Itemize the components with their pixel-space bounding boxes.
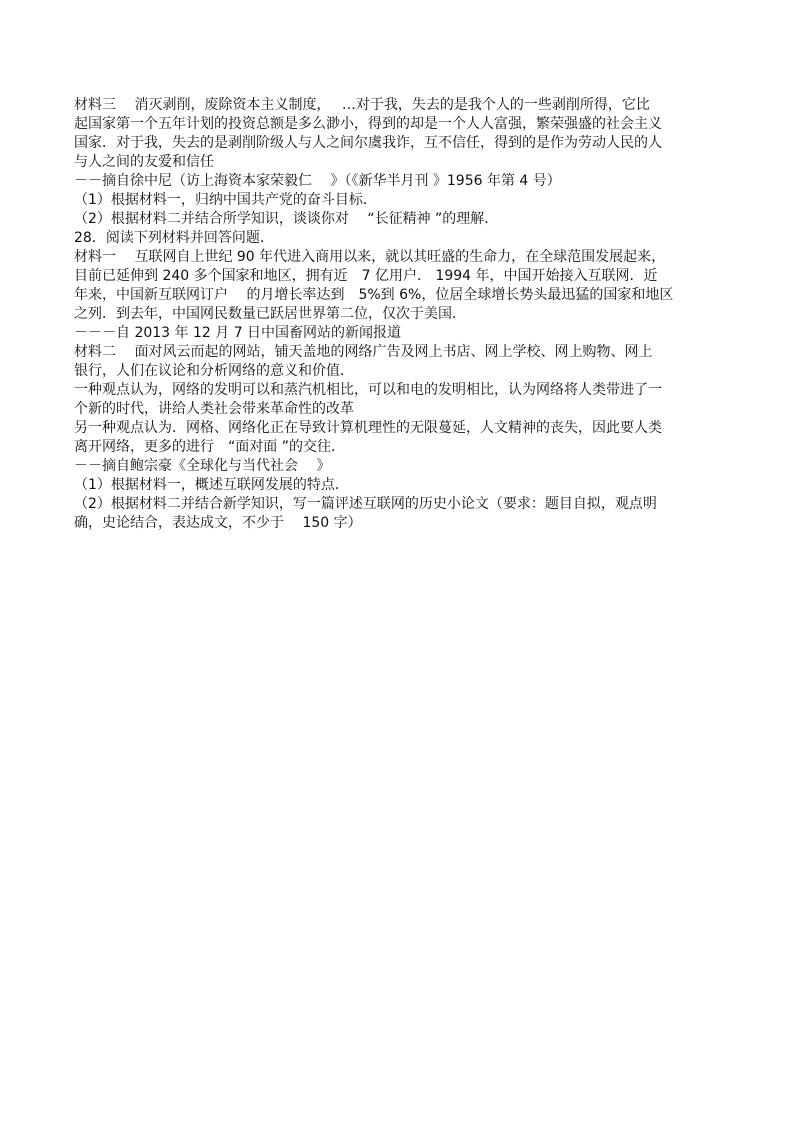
source-citation-1: －－摘自徐中尼（访上海资本家荣毅仁 》（《新华半月刊 》1956 年第 4 号） <box>74 173 561 189</box>
question-3: （1）根据材料一，概述互联网发展的特点． <box>74 477 349 493</box>
question-4-continued: 确，史论结合，表达成文，不少于 150 字） <box>74 515 362 531</box>
text-line-2: 起国家第一个五年计划的投资总额是多么渺小，得到的却是一个人人富强，繁荣强盛的社会主义 <box>74 116 662 132</box>
text-line-15: 银行，人们在议论和分析网络的意义和价值． <box>74 363 354 379</box>
source-citation-3: －－摘自鲍宗豪《全球化与当代社会 》 <box>74 458 331 474</box>
text-line-17: 个新的时代，讲给人类社会带来革命性的改革 <box>74 401 354 417</box>
text-line-4: 与人之间的友爱和信任 <box>74 154 214 170</box>
question-4: （2）根据材料二并结合新学知识，写一篇评述互联网的历史小论文（要求：题目自拟，观点明 <box>74 496 657 512</box>
text-line-14: 材料二 面对风云而起的网站，铺天盖地的网络广告及网上书店、网上学校、网上购物、网上 <box>74 344 653 360</box>
text-line-10: 目前已延伸到 240 多个国家和地区，拥有近 7 亿用户． 1994 年，中国开始接入互联网．近 <box>74 268 658 284</box>
question-1: （1）根据材料一，归纳中国共产党的奋斗目标． <box>74 192 377 208</box>
text-line-11: 年来，中国新互联网订户 的月增长率达到 5%到 6%，位居全球增长势头最迅猛的国家和地区 <box>74 287 674 303</box>
question-heading-28: 28．阅读下列材料并回答问题． <box>74 230 274 246</box>
document-body <box>74 96 724 533</box>
text-line-16: 一种观点认为，网络的发明可以和蒸汽机相比，可以和电的发明相比，认为网络将人类带进了一 <box>74 382 662 398</box>
text-line-18: 另一种观点认为．网格、网络化正在导致计算机理性的无限蔓延，人文精神的丧失，因此要人类 <box>74 420 662 436</box>
text-line-19: 离开网络，更多的进行 “面对面 ”的交往． <box>74 439 345 455</box>
text-line-9: 材料一 互联网自上世纪 90 年代进入商用以来，就以其旺盛的生命力，在全球范围发展起来， <box>74 249 666 265</box>
question-2: （2）根据材料二并结合所学知识，谈谈你对 “长征精神 ”的理解． <box>74 211 499 227</box>
text-line-3: 国家．对于我，失去的是剥削阶级人与人之间尔虞我诈，互不信任，得到的是作为劳动人民的人 <box>74 135 662 151</box>
text-line-12: 之列．到去年，中国网民数量已跃居世界第二位，仅次于美国． <box>74 306 466 322</box>
source-citation-2: －－－自 2013 年 12 月 7 日中国畜网站的新闻报道 <box>74 325 402 341</box>
text-line-1: 材料三 消灭剥削，废除资本主义制度， …对于我，失去的是我个人的一些剥削所得，它比 <box>74 97 650 113</box>
